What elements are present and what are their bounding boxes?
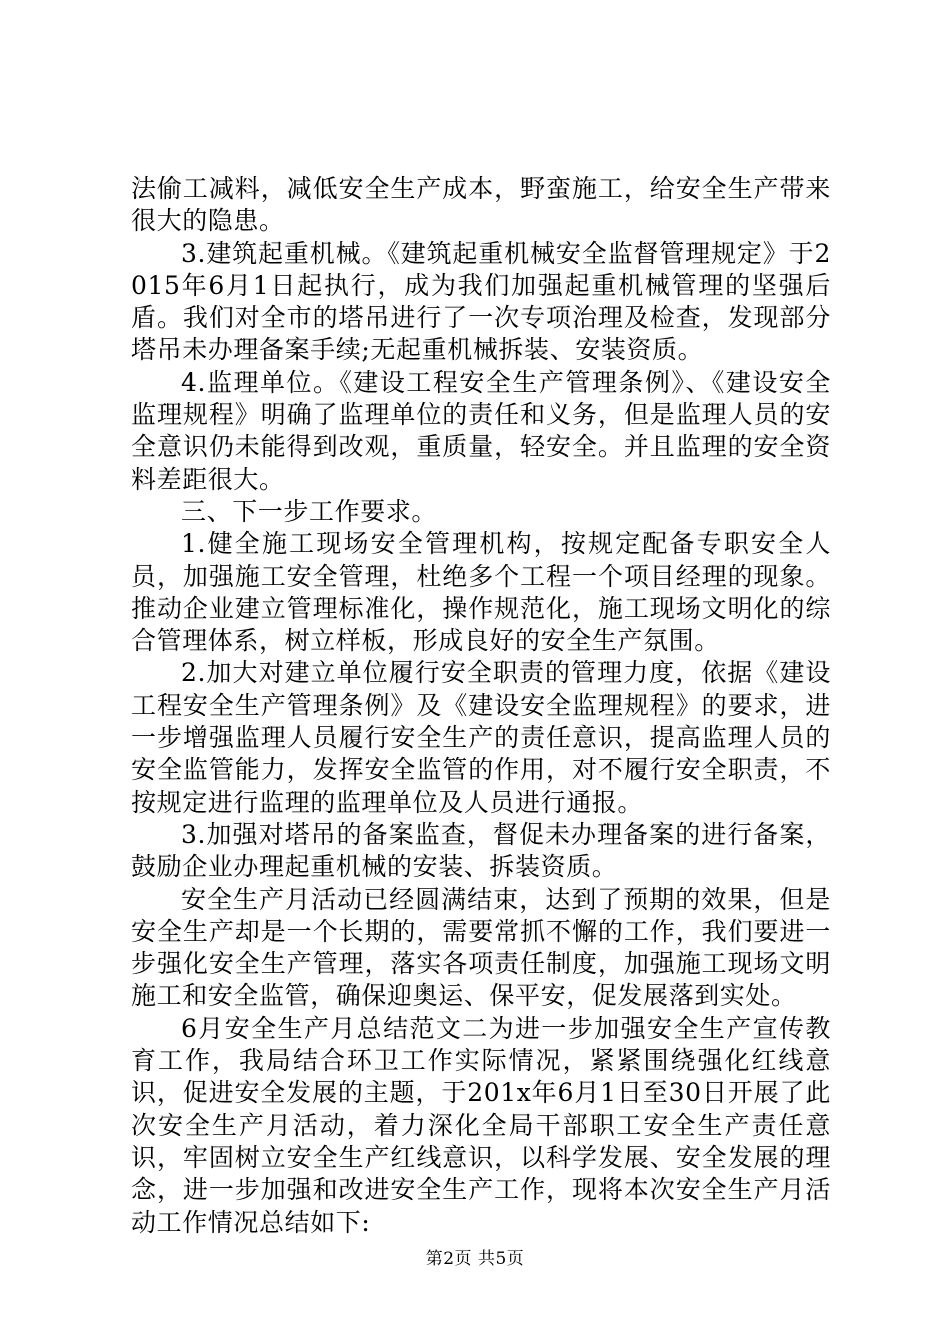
section-heading-next-steps: 三、下一步工作要求。 xyxy=(181,496,438,526)
document-body xyxy=(131,173,831,1239)
paragraph-conclusion: 安全生产月活动已经圆满结束，达到了预期的效果，但是安全生产却是一个长期的，需要常抓不懈的工作，我们要进一步强化安全生产管理，落实各项责任制度，加强施工现场文明施工和安全监管，确保迎奥运、保平安，促发展落到实处。 xyxy=(131,884,831,1011)
paragraph-requirement-2: 2.加大对建立单位履行安全职责的管理力度，依据《建设工程安全生产管理条例》及《建设安全监理规程》的要求，进一步增强监理人员履行安全生产的责任意识，提高监理人员的安全监管能力，发挥安全监管的作用，对不履行安全职责，不按规定进行监理的监理单位及人员进行通报。 xyxy=(131,658,831,817)
paragraph-crane-machinery: 3.建筑起重机械。《建筑起重机械安全监督管理规定》于2015年6月1日起执行，成为我们加强起重机械管理的坚强后盾。我们对全市的塔吊进行了一次专项治理及检查，发现部分塔吊未办理备案手续;无起重机械拆装、安装资质。 xyxy=(131,238,831,365)
paragraph-continuation: 法偷工减料，减低安全生产成本，野蛮施工，给安全生产带来很大的隐患。 xyxy=(131,174,831,236)
paragraph-requirement-1: 1.健全施工现场安全管理机构，按规定配备专职安全人员，加强施工安全管理，杜绝多个工程一个项目经理的现象。推动企业建立管理标准化，操作规范化，施工现场文明化的综合管理体系，树立样板，形成良好的安全生产氛围。 xyxy=(131,529,831,656)
paragraph-requirement-3: 3.加强对塔吊的备案监查，督促未办理备案的进行备案，鼓励企业办理起重机械的安装、拆装资质。 xyxy=(131,819,831,882)
paragraph-supervision-unit: 4.监理单位。《建设工程安全生产管理条例》、《建设安全监理规程》明确了监理单位的责任和义务，但是监理人员的安全意识仍未能得到改观，重质量，轻安全。并且监理的安全资料差距很大。 xyxy=(131,367,831,494)
page-number-footer: 第2页 共5页 xyxy=(425,1249,525,1269)
paragraph-sample-two-intro: 6月安全生产月总结范文二为进一步加强安全生产宣传教育工作，我局结合环卫工作实际情况，紧紧围绕强化红线意识，促进安全发展的主题，于201x年6月1日至30日开展了此次安全生产月活动，着力深化全局干部职工安全生产责任意识，牢固树立安全生产红线意识，以科学发展、安全发展的理念，进一步加强和改进安全生产工作，现将本次安全生产月活动工作情况总结如下: xyxy=(131,1013,831,1237)
